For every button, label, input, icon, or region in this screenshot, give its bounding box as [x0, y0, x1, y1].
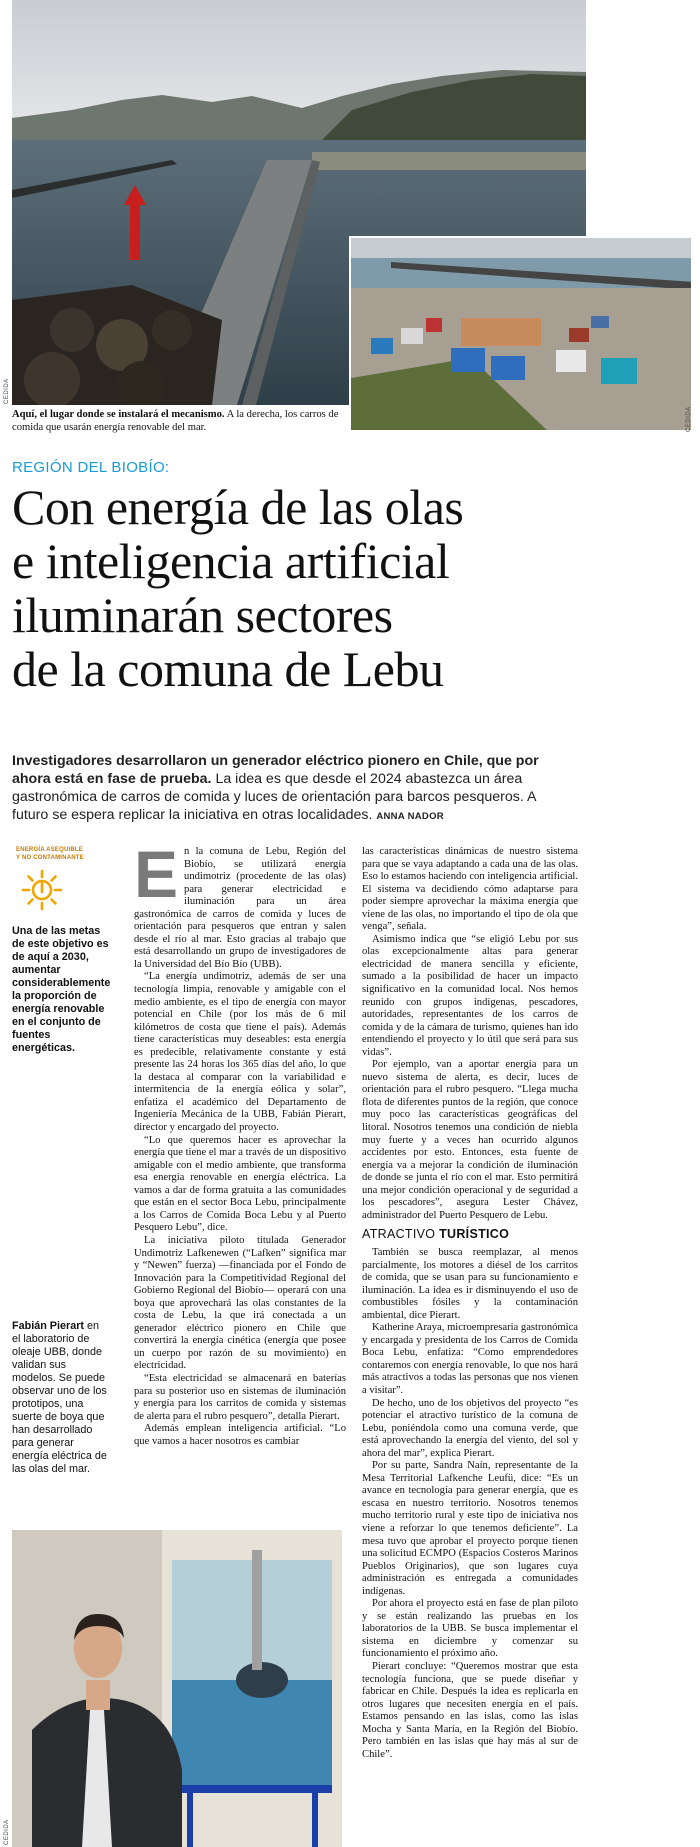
body-col2-p8: Por ahora el proyecto está en fase de plan piloto y se están realizando las pruebas en los laboratorios de la UBB. Se busca implementar el sistema en diciembre y comenzar su funcionamiento el próximo año.: [362, 1598, 578, 1660]
body-col2-p7: Por su parte, Sandra Naín, representante de la Mesa Territorial Lafkenche Leufü, dice: “Es un avance en tecnología para generar energía, que es escasa en nuestro territorio. Nosotros tenemos mucho territorio rural y este tipo de iniciativa nos viene a reforzar lo que tenemos deficiente”. La mesa tuvo que aprobar el proyecto porque tienen una solicitud ECMPO (Espacios Costeros Marinos Pueblos Originarios), que son lugares cuya administración es entregada a comunidades indígenas.: [362, 1460, 578, 1597]
body-col2-p4: También se busca reemplazar, al menos parcialmente, los motores a diésel de los carritos de comida, que se usan para su funcionamiento e iluminación. La idea es ir disminuyendo el uso de combustibles fósiles y la contaminación ambiental, dice Pierart.: [362, 1246, 578, 1321]
inset-photo-credit: CEDIDA: [686, 406, 692, 432]
lab-illustration: [12, 1530, 342, 1847]
body-column-1: [134, 837, 346, 1448]
author-byline: ANNA NADOR: [376, 811, 444, 822]
subhead-bold: TURÍSTICO: [439, 1227, 510, 1242]
body-col1-p2: “La energía undimotriz, además de ser una tecnología limpia, renovable y amigable con el medio ambiente, es el tipo de energía con mayor potencial en Chile (por los más de 6 mil kilómetros de costa que tiene el país). Además tiene características muy deseables: esta energía es predecible, relativamente constante y está presente las 24 horas los 365 días del año, lo que la destaca al comparar con la variabilidad e intermitencia de la energía eólica y solar”, enfatiza el académico del Departamento de Ingeniería Mecánica de la UBB, Fabián Pierart, director y encargado del proyecto.: [134, 971, 346, 1134]
body-col1-p1-text: n la comuna de Lebu, Región del Biobío, se utilizará energía undimotriz (procedente de las olas) para generar electricidad e iluminación para un área gastronómica de carros de comida y luces de orientación para pesqueros que entran y salen desde el río al mar. Esto gracias al trabajo que está desarrollando un grupo de investigadores de la Universidad del Bío Bío (UBB).: [134, 846, 346, 970]
body-col2-p6: De hecho, uno de los objetivos del proyecto “es potenciar el atractivo turístico de la comuna de Lebu, poniéndola como una comuna verde, que está aprovechando la energía del viento, del sol y ahora del mar”, explica Pierart.: [362, 1397, 578, 1459]
lab-caption-bold: Fabián Pierart: [12, 1320, 85, 1332]
lead-bold: Investigadores desarrollaron un generador eléctrico pionero en Chile, que por ahora está en fase de prueba.: [12, 753, 539, 787]
headline-line-4: de la comuna de Lebu: [12, 641, 444, 697]
sdg-label: [16, 847, 96, 862]
headline-line-1: Con energía de las olas: [12, 479, 464, 535]
headline-line-3: iluminarán sectores: [12, 587, 393, 643]
body-col2-p1: las características dinámicas de nuestro sistema para que se vaya adaptando a cada una de las olas. Eso lo estamos haciendo con inteligencia artificial. El sistema va decidiendo cómo adaptarse para poder siempre aprovechar la máxima energía que viene de las olas, no importando el tipo de ola que venga”, señala.: [362, 846, 578, 933]
body-col1-p3: “Lo que queremos hacer es aprovechar la energía que tiene el mar a través de un dispositivo amigable con el medio ambiente, que transforma esa energía renovable en energía eléctrica. La vamos a dar de forma gratuita a las comunidades que están en el sector Boca Lebu, principalmente a los Carros de Comida Boca Lebu y al Puerto Pesquero Lebu”, dice.: [134, 1134, 346, 1234]
lab-photo-caption: [12, 1320, 108, 1476]
food-carts-illustration: [351, 238, 693, 432]
photo-caption: [12, 409, 372, 434]
main-photo-credit: CEDIDA: [4, 378, 10, 404]
sidebar-goal-text: Una de las metas de este objetivo es de aquí a 2030, aumentar considerablemente la proporción de energía renovable en el conjunto de fuentes energéticas.: [12, 925, 111, 1054]
body-col2-p3: Por ejemplo, van a aportar energía para un nuevo sistema de alerta, es decir, luces de orientación para el rubro pesquero. “Llega mucha flota de diferentes puntos de la región, que conoce muy poco las características geográficas del litoral. Nosotros tenemos una condición de niebla muy fuerte y a veces han ocurrido algunos accidentes por esto. Entonces, esta fuente de energía va a mejorar la condición de iluminación de donde se junta el río con el mar. Esto permitirá una mejor condición operacional y de seguridad a los pescadores”, asegura Lester Chávez, administrador del Puerto Pesquero de Lebu.: [362, 1059, 578, 1221]
subhead-light: ATRACTIVO: [362, 1227, 440, 1242]
lab-photo: [12, 1530, 342, 1847]
sdg-label-line-2: Y NO CONTAMINANTE: [16, 854, 84, 861]
subhead-tourism: [362, 1228, 578, 1241]
photo-caption-bold: Aquí, el lugar donde se instalará el mecanismo.: [12, 409, 225, 420]
body-col1-p4: La iniciativa piloto titulada Generador Undimotriz Lafkenewen (“Lafken” significa mar y “Newen” fuerza) —financiada por el Fondo de Innovación para la Competitividad Regional del Gobierno Regional del Biobío— operará con una boya que aprovechará las olas constantes de la costa de Lebu, la que irá conectada a un generador eléctrico pionero en Chile que convertirá la energía cinética (energía que posee un cuerpo por razón de su movimiento) en electricidad.: [134, 1234, 346, 1372]
lead-rest: La idea es que desde el 2024 abastezca un área gastronómica de carros de comida y luces de orientación para barcos pesqueros. A futuro se espera replicar la iniciativa en otras localidades.: [12, 771, 536, 823]
body-col1-p5: “Esta electricidad se almacenará en baterías para su posterior uso en sistemas de iluminación y energía para los carritos de comida y sistemas de alerta para el rubro pesquero”, detalla Pierart.: [134, 1372, 346, 1422]
inset-photo-food-carts: [349, 236, 693, 432]
lead-paragraph: [12, 752, 560, 826]
photo-caption-rest: A la derecha, los carros de comida que usarán energía renovable del mar.: [12, 409, 339, 433]
body-col2-p5: Katherine Araya, microempresaria gastronómica y encargada y presidenta de los Carros de Comida Boca Lebu, enfatiza: “Como emprendedores contaremos con energía renovable, lo que nos hará más atractivos a todas las personas que nos vienen a visitar”.: [362, 1322, 578, 1396]
lab-photo-credit: CEDIDA: [4, 1819, 10, 1845]
body-col2-p9: Pierart concluye: “Queremos mostrar que esta tecnología funciona, que se puede diseñar y fabricar en Chile. Después la idea es replicarla en otros lugares que necesiten energía en el país. Estamos pensando en las islas, como las islas Mocha y Santa María, en la Región del Biobío. Pero también en las islas que hay más al sur de Chile”.: [362, 1661, 578, 1760]
body-column-2: [362, 846, 578, 1761]
sun-icon: [20, 868, 64, 912]
body-col2-p2: Asimismo indica que “se eligió Lebu por sus olas excepcionalmente altas para generar electricidad de manera sencilla y eficiente, sumado a la posibilidad de hacer un impacto significativo en la comunidad local. Nos hemos reunido con grupos indígenas, pescadores, autoridades, representantes de los carros de comida y de la cámara de turismo, quienes han ido entendiendo el proyecto y lo útil que será para sus vidas”.: [362, 933, 578, 1058]
headline: [12, 480, 602, 696]
sdg-label-line-1: ENERGÍA ASEQUIBLE: [16, 847, 83, 853]
section-kicker: REGIÓN DEL BIOBÍO:: [12, 459, 170, 476]
dropcap: E: [134, 837, 179, 911]
headline-line-2: e inteligencia artificial: [12, 533, 450, 589]
body-col1-p6: Además emplean inteligencia artificial. “Lo que vamos a hacer nosotros es cambiar: [134, 1423, 346, 1447]
lab-caption-rest: en el laboratorio de oleaje UBB, donde validan sus modelos. Se puede observar uno de los prototipos, una suerte de boya que han desarrollado para generar energía eléctrica de las olas del mar.: [12, 1320, 107, 1475]
body-col1-p1: [134, 837, 346, 971]
